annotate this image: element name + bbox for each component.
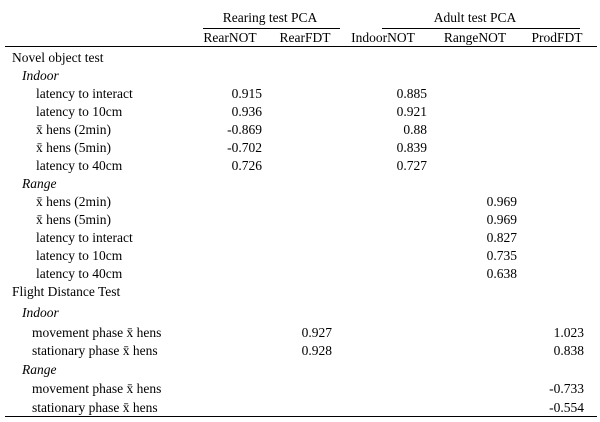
cell-indoornot: 0.839	[396, 140, 427, 155]
cell-rearnot: 0.936	[231, 104, 262, 119]
bottom-rule	[5, 416, 597, 417]
row-label: latency to 40cm	[36, 266, 123, 281]
cell-indoornot: 0.88	[403, 122, 427, 137]
row-label: latency to interact	[36, 230, 133, 245]
row-label: movement phase x̄ hens	[32, 325, 162, 340]
cell-prodfdt: -0.554	[549, 400, 584, 415]
cell-prodfdt: -0.733	[549, 381, 584, 396]
row-label: stationary phase x̄ hens	[32, 400, 158, 415]
cell-rearnot: 0.726	[231, 158, 262, 173]
cell-rearfdt: 0.927	[301, 325, 332, 340]
row-label: stationary phase x̄ hens	[32, 343, 158, 358]
cell-rangenot: 0.827	[486, 230, 517, 245]
cell-rearnot: -0.869	[227, 122, 262, 137]
cell-rearnot: -0.702	[227, 140, 262, 155]
row-label: latency to 40cm	[36, 158, 123, 173]
rearing-group-underline	[203, 28, 340, 29]
subsection-range: Range	[22, 176, 57, 191]
row-label: latency to 10cm	[36, 248, 123, 263]
adult-group-underline	[382, 28, 580, 29]
cell-indoornot: 0.885	[396, 86, 427, 101]
column-header-indoornot: IndoorNOT	[351, 30, 415, 45]
cell-rangenot: 0.969	[486, 212, 517, 227]
row-label: latency to 10cm	[36, 104, 123, 119]
cell-prodfdt: 1.023	[553, 325, 584, 340]
cell-indoornot: 0.921	[396, 104, 427, 119]
row-label: latency to interact	[36, 86, 133, 101]
row-label: x̄ hens (5min)	[36, 140, 111, 155]
cell-prodfdt: 0.838	[553, 343, 584, 358]
rearing-test-pca-header: Rearing test PCA	[222, 10, 318, 25]
adult-test-pca-header: Adult test PCA	[433, 10, 517, 25]
row-label: x̄ hens (5min)	[36, 212, 111, 227]
column-header-rearfdt: RearFDT	[279, 30, 331, 45]
cell-rearnot: 0.915	[231, 86, 262, 101]
column-header-rangenot: RangeNOT	[443, 30, 507, 45]
row-label: x̄ hens (2min)	[36, 122, 111, 137]
subsection-indoor: Indoor	[22, 305, 59, 320]
cell-rangenot: 0.969	[486, 194, 517, 209]
column-header-prodfdt: ProdFDT	[531, 30, 583, 45]
cell-rangenot: 0.735	[486, 248, 517, 263]
section-novel-object-test: Novel object test	[12, 50, 104, 65]
cell-rangenot: 0.638	[486, 266, 517, 281]
section-flight-distance-test: Flight Distance Test	[12, 284, 121, 299]
cell-rearfdt: 0.928	[301, 343, 332, 358]
cell-indoornot: 0.727	[396, 158, 427, 173]
row-label: x̄ hens (2min)	[36, 194, 111, 209]
subsection-range: Range	[22, 362, 57, 377]
header-rule	[5, 46, 597, 47]
column-header-rearnot: RearNOT	[203, 30, 257, 45]
row-label: movement phase x̄ hens	[32, 381, 162, 396]
subsection-indoor: Indoor	[22, 68, 59, 83]
